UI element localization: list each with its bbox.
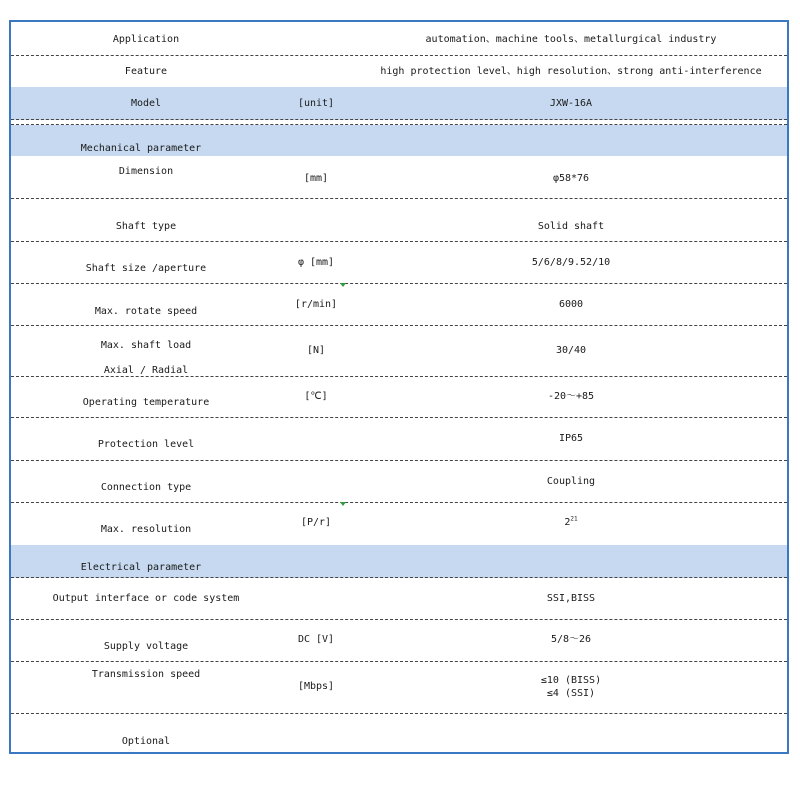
connection-label: Connection type [100, 482, 192, 493]
protection-label: Protection level [97, 439, 195, 450]
shaft-load-label: Max. shaft load [100, 340, 192, 351]
row-shaft-type [11, 198, 787, 242]
resolution-exponent: 21 [570, 515, 578, 523]
shaft-type-value: Solid shaft [537, 221, 605, 232]
rotate-speed-label: Max. rotate speed [94, 306, 198, 317]
optional-label: Optional [121, 736, 171, 747]
rotate-speed-unit: [r/min] [294, 299, 338, 310]
shaft-load-unit: [N] [306, 345, 326, 356]
supply-unit: DC [V] [297, 634, 335, 645]
model-unit: [unit] [297, 98, 335, 109]
spec-table [9, 20, 789, 754]
shaft-type-label: Shaft type [115, 221, 177, 232]
mechanical-title: Mechanical parameter [80, 143, 202, 154]
connection-value: Coupling [546, 476, 596, 487]
dimension-label: Dimension [118, 166, 174, 177]
supply-label: Supply voltage [103, 641, 189, 652]
output-label: Output interface or code system [52, 593, 240, 604]
temperature-unit: [℃] [304, 391, 328, 402]
resolution-label: Max. resolution [100, 524, 192, 535]
feature-label: Feature [124, 66, 168, 77]
shaft-load-sublabel: Axial / Radial [103, 365, 189, 374]
feature-value: high protection level、high resolution、strong anti-interference [380, 66, 762, 77]
resolution-value [361, 517, 781, 529]
transmission-label: Transmission speed [91, 669, 201, 680]
temperature-label: Operating temperature [82, 397, 210, 408]
dimension-value: φ58*76 [552, 173, 590, 184]
model-value: JXW-16A [549, 98, 593, 109]
dimension-unit: [mm] [303, 173, 329, 184]
resolution-base: 2 [564, 517, 571, 528]
transmission-unit: [Mbps] [297, 681, 335, 692]
model-label: Model [130, 98, 162, 109]
shaft-size-value: 5/6/8/9.52/10 [531, 257, 611, 268]
shaft-size-label: Shaft size /aperture [85, 263, 207, 274]
application-label: Application [112, 34, 180, 45]
supply-value: 5/8～26 [550, 634, 592, 645]
electrical-title: Electrical parameter [80, 562, 202, 573]
output-value: SSI,BISS [546, 593, 596, 604]
transmission-value-ssi: ≤4 (SSI) [546, 688, 596, 699]
protection-value: IP65 [558, 433, 584, 444]
resolution-unit: [P/r] [300, 517, 332, 528]
shaft-load-value: 30/40 [555, 345, 587, 356]
shaft-size-unit: φ [mm] [297, 257, 335, 268]
temperature-value: -20～+85 [547, 391, 595, 402]
transmission-value-biss: ≤10 (BISS) [540, 675, 602, 686]
application-value: automation、machine tools、metallurgical industry [425, 34, 717, 45]
rotate-speed-value: 6000 [558, 299, 584, 310]
